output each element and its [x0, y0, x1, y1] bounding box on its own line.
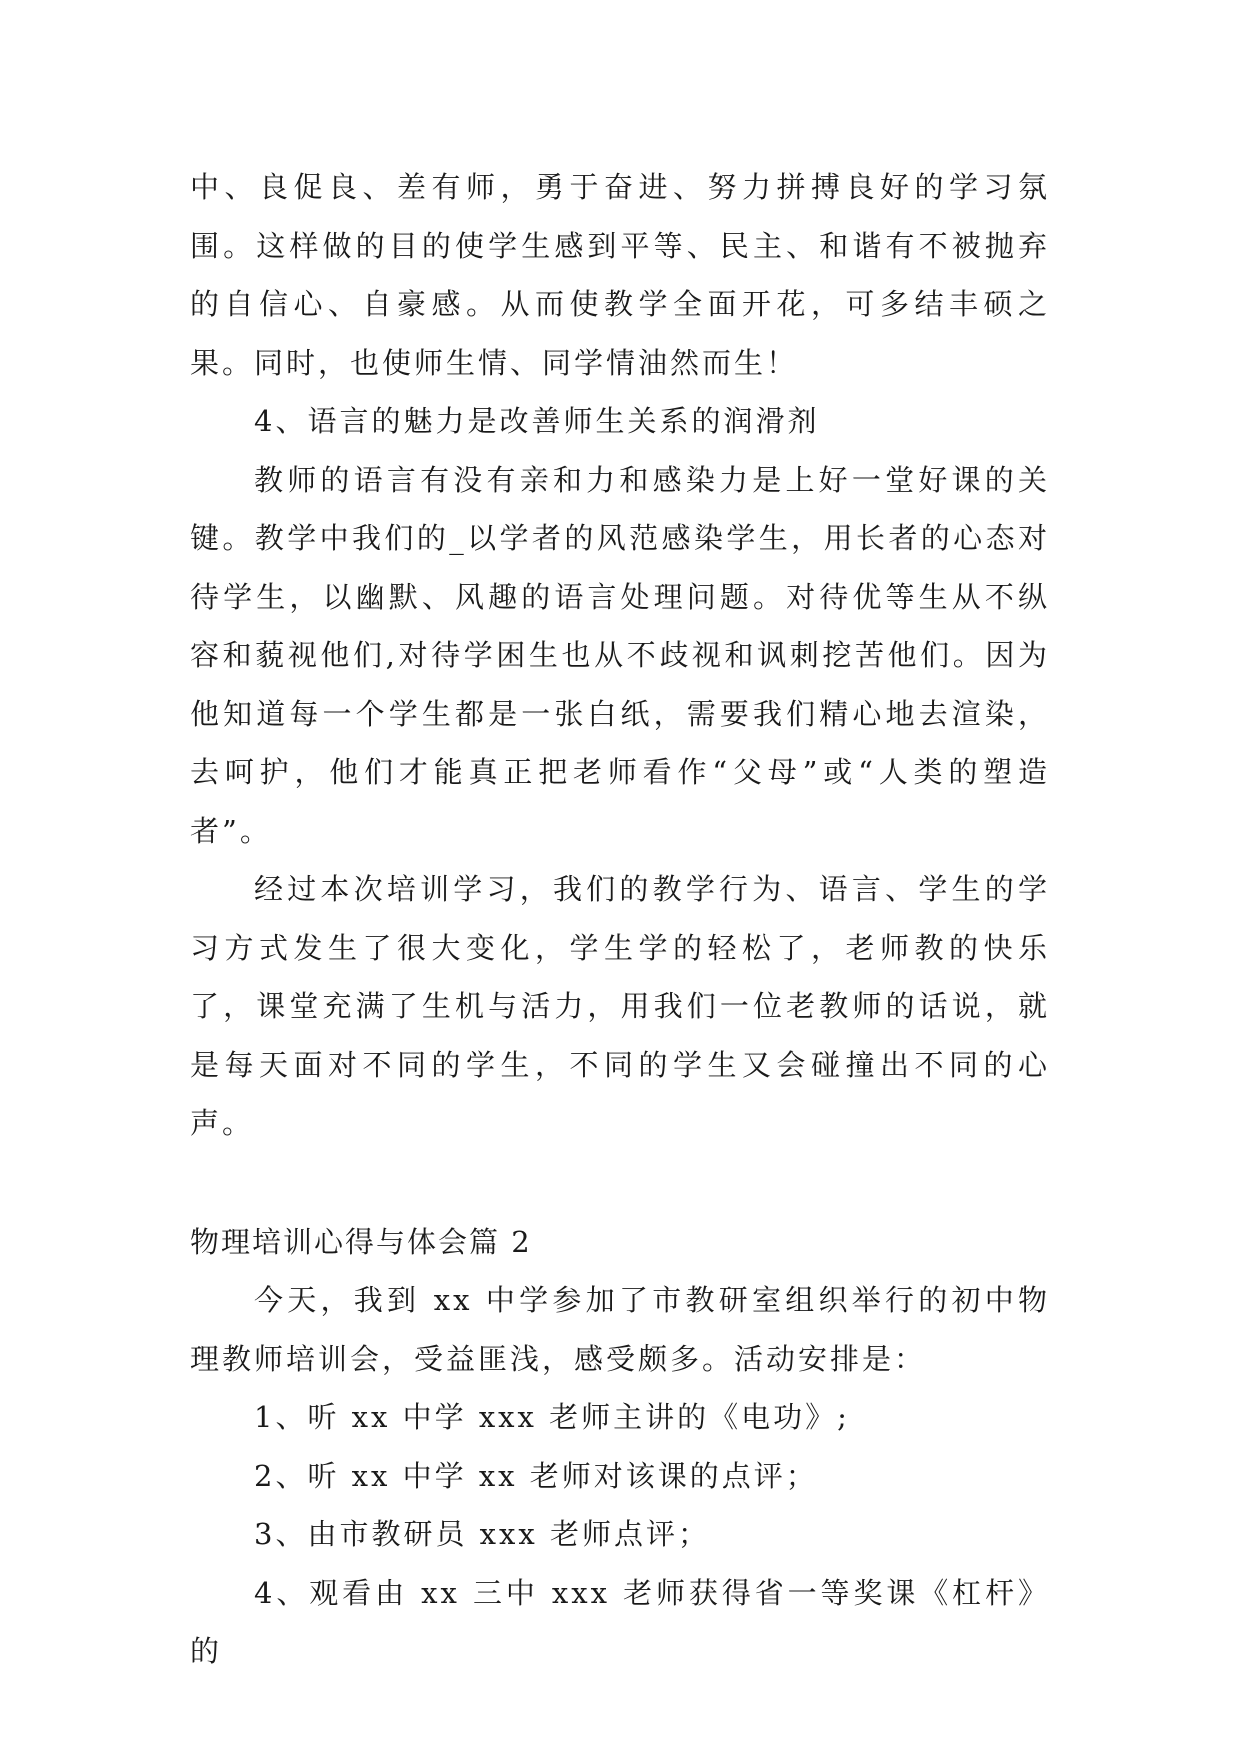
list-item-4: 4、观看由 xx 三中 xxx 老师获得省一等奖课《杠杆》的: [190, 1575, 1050, 1668]
section-title: 物理培训心得与体会篇 2: [190, 1224, 532, 1259]
paragraph-today: 今天，我到 xx 中学参加了市教研室组织举行的初中物理教师培训会，受益匪浅，感受颇多。活动安排是：: [190, 1283, 1050, 1376]
paragraph-heading-4: 4、语言的魅力是改善师生关系的润滑剂: [254, 404, 820, 438]
paragraph-teacher-language: 教师的语言有没有亲和力和感染力是上好一堂好课的关键。教学中我们的_以学者的风范感染学生，用长者的心态对待学生，以幽默、风趣的语言处理问题。对待优等生从不纵容和藐视他们,对待学困生也从不歧视和讽刺挖苦他们。因为他知道每一个学生都是一张白纸，需要我们精心地去渲染，去呵护，他们才能真正把老师看作“父母”或“人类的塑造者”。: [190, 462, 1050, 848]
paragraph-continuation: 中、良促良、差有师，勇于奋进、努力拼搏良好的学习氛围。这样做的目的使学生感到平等、民主、和谐有不被抛弃的自信心、自豪感。从而使教学全面开花，可多结丰硕之果。同时，也使师生情、同学情油然而生！: [190, 170, 1050, 380]
list-item-3: 3、由市教研员 xxx 老师点评；: [254, 1517, 710, 1551]
list-item-1: 1、听 xx 中学 xxx 老师主讲的《电功》;: [254, 1400, 850, 1434]
paragraph-training-summary: 经过本次培训学习，我们的教学行为、语言、学生的学习方式发生了很大变化，学生学的轻松了，老师教的快乐了，课堂充满了生机与活力，用我们一位老教师的话说，就是每天面对不同的学生，不同的学生又会碰撞出不同的心声。: [190, 872, 1050, 1140]
list-item-2: 2、听 xx 中学 xx 老师对该课的点评；: [254, 1458, 818, 1493]
document-body: [190, 158, 1050, 1681]
